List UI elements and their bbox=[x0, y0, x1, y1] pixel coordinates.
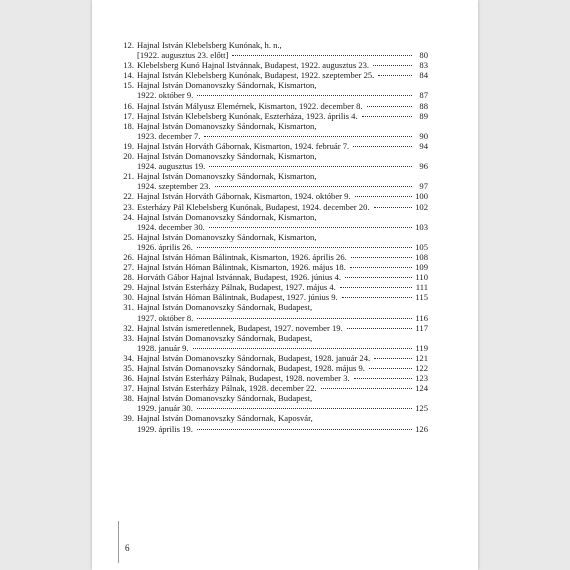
page-number: 6 bbox=[125, 543, 130, 553]
toc-entry-title: 1929. január 30. bbox=[137, 403, 193, 414]
toc-entry-number: 30. bbox=[123, 292, 134, 303]
toc-entry-number: 31. bbox=[123, 302, 134, 313]
toc-entry-title: Hajnal István Mályusz Elemérnek, Kismarton, 1922. december 8. bbox=[137, 100, 363, 111]
toc-entry bbox=[118, 111, 428, 121]
toc-entry-line bbox=[118, 353, 428, 363]
dot-leader bbox=[350, 267, 412, 268]
toc-entry-line bbox=[118, 292, 428, 302]
dot-leader bbox=[321, 388, 412, 389]
toc-entry-line bbox=[118, 272, 428, 282]
toc-entry-title: Hajnal István Domanovszky Sándornak, Budapest, bbox=[137, 393, 313, 404]
toc-entry-line bbox=[118, 222, 428, 232]
dot-leader bbox=[362, 116, 412, 117]
toc-entry bbox=[118, 121, 428, 141]
toc-entry bbox=[118, 282, 428, 292]
toc-entry-title: Hajnal István Hóman Bálintnak, Kismarton, 1926. április 26. bbox=[137, 251, 347, 262]
toc-entry-line bbox=[118, 403, 428, 413]
toc-entry-number: 25. bbox=[123, 231, 134, 242]
dot-leader bbox=[204, 136, 412, 137]
toc-entry-number: 17. bbox=[123, 110, 134, 121]
toc-entry-page: 111 bbox=[415, 282, 428, 293]
toc-entry-number: 14. bbox=[123, 70, 134, 81]
toc-entry-number: 26. bbox=[123, 251, 134, 262]
toc-entry-title: Hajnal István Domanovszky Sándornak, Budapest, 1928. május 9. bbox=[137, 363, 365, 373]
toc-entry bbox=[118, 383, 428, 393]
toc-entry-number: 27. bbox=[123, 262, 134, 273]
toc-entry-title: Klebelsberg Kunó Hajnal Istvánnak, Budapest, 1922. augusztus 23. bbox=[137, 60, 370, 71]
toc-entry-page: 122 bbox=[415, 363, 428, 373]
toc-entry bbox=[118, 302, 428, 322]
dot-leader bbox=[374, 358, 412, 359]
toc-entry-title: 1924. szeptember 23. bbox=[137, 181, 211, 192]
toc-entry-number: 28. bbox=[123, 272, 134, 283]
toc-entry-number: 39. bbox=[123, 413, 134, 424]
toc-entry bbox=[118, 323, 428, 333]
toc-entry-title: Hajnal István Esterházy Pálnak, 1928. december 22. bbox=[137, 383, 317, 394]
toc-entry-page: 84 bbox=[419, 70, 428, 81]
toc-entry-number: 15. bbox=[123, 80, 134, 91]
dot-leader bbox=[373, 65, 412, 66]
toc-entry-page: 115 bbox=[415, 292, 428, 303]
toc-entry-title: Hajnal István Horváth Gábornak, Kismarton, 1924. február 7. bbox=[137, 140, 350, 151]
toc-entry bbox=[118, 262, 428, 272]
toc-entry-line bbox=[118, 252, 428, 262]
toc-entry-line bbox=[118, 131, 428, 141]
toc-entry-title: 1923. december 7. bbox=[137, 130, 201, 141]
toc-entry-number: 22. bbox=[123, 191, 134, 202]
toc-entry-title: Hajnal István Domanovszky Sándornak, Kismarton, bbox=[137, 231, 317, 242]
toc-entry bbox=[118, 141, 428, 151]
toc-entry-page: 123 bbox=[415, 373, 428, 384]
toc-entry-number: 12. bbox=[123, 40, 134, 50]
toc-entry bbox=[118, 40, 428, 60]
toc-entry-number: 35. bbox=[123, 363, 134, 373]
toc-entry-title: 1928. január 9. bbox=[137, 342, 189, 353]
toc-entry-title: 1926. április 26. bbox=[137, 241, 193, 252]
toc-entry-line bbox=[118, 232, 428, 242]
toc-entry-title: Hajnal István Horváth Gábornak, Kismarton, 1924. október 9. bbox=[137, 191, 351, 202]
toc-entry-title: Hajnal István Klebelsberg Kunónak, h. n., bbox=[137, 40, 282, 50]
toc-entry-number: 33. bbox=[123, 332, 134, 343]
toc-entry-page: 103 bbox=[415, 221, 428, 232]
toc-entry-title: Hajnal István Domanovszky Sándornak, Kismarton, bbox=[137, 80, 317, 91]
dot-leader bbox=[215, 186, 412, 187]
toc-entry bbox=[118, 333, 428, 353]
toc-entry-number: 16. bbox=[123, 100, 134, 111]
toc-entry-title: Hajnal István Domanovszky Sándornak, Budapest, bbox=[137, 332, 313, 343]
toc-entry-line bbox=[118, 141, 428, 151]
toc-entry bbox=[118, 202, 428, 212]
page-number-rule bbox=[118, 521, 119, 563]
toc-entry bbox=[118, 373, 428, 383]
toc-entry-title: Hajnal István Domanovszky Sándornak, Budapest, 1928. január 24. bbox=[137, 352, 371, 363]
toc-entry-line bbox=[118, 101, 428, 111]
dot-leader bbox=[354, 378, 412, 379]
toc-entry bbox=[118, 70, 428, 80]
toc-entry-page: 105 bbox=[415, 241, 428, 252]
toc-entry-line bbox=[118, 323, 428, 333]
toc-entry-line bbox=[118, 313, 428, 323]
toc-entry-page: 83 bbox=[419, 60, 428, 71]
dot-leader bbox=[367, 106, 412, 107]
toc-entry bbox=[118, 292, 428, 302]
toc-entry-line bbox=[118, 181, 428, 191]
toc-entry-title: Hajnal István Hóman Bálintnak, Kismarton, 1926. május 18. bbox=[137, 262, 346, 273]
toc-entry-line bbox=[118, 171, 428, 181]
table-of-contents bbox=[118, 40, 428, 434]
toc-entry-line bbox=[118, 373, 428, 383]
dot-leader bbox=[232, 55, 412, 56]
toc-entry-number: 23. bbox=[123, 201, 134, 212]
toc-entry-title: Hajnal István Klebelsberg Kunónak, Budapest, 1922. szeptember 25. bbox=[137, 70, 375, 81]
toc-entry bbox=[118, 413, 428, 433]
toc-entry-number: 38. bbox=[123, 393, 134, 404]
toc-entry bbox=[118, 232, 428, 252]
toc-entry-page: 110 bbox=[415, 272, 428, 283]
toc-entry-page: 88 bbox=[419, 100, 428, 111]
toc-entry-page: 100 bbox=[415, 191, 428, 202]
toc-entry bbox=[118, 353, 428, 363]
dot-leader bbox=[378, 75, 412, 76]
toc-entry bbox=[118, 272, 428, 282]
toc-entry-line bbox=[118, 202, 428, 212]
toc-entry-line bbox=[118, 343, 428, 353]
toc-entry-line bbox=[118, 413, 428, 423]
dot-leader bbox=[197, 247, 412, 248]
dot-leader bbox=[345, 277, 412, 278]
toc-entry-number: 13. bbox=[123, 60, 134, 71]
toc-entry-title: Hajnal István Domanovszky Sándornak, Kaposvár, bbox=[137, 413, 313, 424]
toc-entry-line bbox=[118, 424, 428, 434]
toc-entry-page: 124 bbox=[415, 383, 428, 394]
toc-entry bbox=[118, 191, 428, 201]
toc-entry-line bbox=[118, 242, 428, 252]
dot-leader bbox=[369, 368, 412, 369]
toc-entry-title: Hajnal István Domanovszky Sándornak, Kismarton, bbox=[137, 211, 317, 222]
toc-entry-page: 121 bbox=[415, 352, 428, 363]
toc-entry-title: Hajnal István Esterházy Pálnak, Budapest, 1927. május 4. bbox=[137, 282, 336, 293]
toc-entry-number: 36. bbox=[123, 373, 134, 384]
toc-entry-page: 125 bbox=[415, 403, 428, 414]
toc-entry bbox=[118, 60, 428, 70]
toc-entry-line bbox=[118, 111, 428, 121]
toc-entry-line bbox=[118, 191, 428, 201]
dot-leader bbox=[197, 429, 412, 430]
toc-entry-page: 87 bbox=[419, 90, 428, 101]
toc-entry-number: 20. bbox=[123, 151, 134, 162]
toc-entry-line bbox=[118, 121, 428, 131]
toc-entry-title: Hajnal István Domanovszky Sándornak, Kismarton, bbox=[137, 151, 317, 162]
dot-leader bbox=[197, 408, 412, 409]
toc-entry-line bbox=[118, 383, 428, 393]
toc-entry-title: Hajnal István Domanovszky Sándornak, Kismarton, bbox=[137, 120, 317, 131]
dot-leader bbox=[374, 207, 412, 208]
book-page bbox=[92, 0, 478, 570]
dot-leader bbox=[353, 146, 412, 147]
toc-entry bbox=[118, 101, 428, 111]
dot-leader bbox=[355, 196, 412, 197]
toc-entry-line bbox=[118, 282, 428, 292]
toc-entry-number: 34. bbox=[123, 352, 134, 363]
toc-entry-line bbox=[118, 393, 428, 403]
toc-entry-number: 18. bbox=[123, 120, 134, 131]
toc-entry-page: 119 bbox=[415, 342, 428, 353]
toc-entry-page: 117 bbox=[415, 322, 428, 333]
toc-entry bbox=[118, 393, 428, 413]
toc-entry-line bbox=[118, 333, 428, 343]
toc-entry-page: 116 bbox=[415, 312, 428, 323]
dot-leader bbox=[351, 257, 412, 258]
toc-entry-number: 24. bbox=[123, 211, 134, 222]
toc-entry-title: 1929. április 19. bbox=[137, 423, 193, 434]
toc-entry-line bbox=[118, 70, 428, 80]
toc-entry-page: 80 bbox=[419, 50, 428, 61]
toc-entry-title: [1922. augusztus 23. előtt] bbox=[137, 50, 229, 61]
toc-entry-page: 94 bbox=[419, 140, 428, 151]
toc-entry bbox=[118, 80, 428, 100]
dot-leader bbox=[347, 328, 412, 329]
toc-entry-line bbox=[118, 262, 428, 272]
toc-entry-number: 21. bbox=[123, 171, 134, 182]
toc-entry-line bbox=[118, 161, 428, 171]
toc-entry-title: Hajnal István Domanovszky Sándornak, Kismarton, bbox=[137, 171, 317, 182]
toc-entry-page: 90 bbox=[419, 130, 428, 141]
toc-entry bbox=[118, 212, 428, 232]
dot-leader bbox=[193, 348, 412, 349]
toc-entry-title: Hajnal István Domanovszky Sándornak, Budapest, bbox=[137, 302, 313, 313]
toc-entry-page: 97 bbox=[419, 181, 428, 192]
toc-entry-title: 1924. augusztus 19. bbox=[137, 161, 206, 172]
toc-entry-title: Hajnal István ismeretlennek, Budapest, 1927. november 19. bbox=[137, 322, 343, 333]
toc-entry-line bbox=[118, 60, 428, 70]
toc-entry-line bbox=[118, 50, 428, 60]
toc-entry bbox=[118, 252, 428, 262]
toc-entry-title: Horváth Gábor Hajnal Istvánnak, Budapest, 1926. június 4. bbox=[137, 272, 342, 283]
toc-entry-title: Hajnal István Klebelsberg Kunónak, Eszterháza, 1923. április 4. bbox=[137, 110, 358, 121]
toc-entry-line bbox=[118, 90, 428, 100]
toc-entry-number: 29. bbox=[123, 282, 134, 293]
dot-leader bbox=[209, 227, 412, 228]
toc-entry bbox=[118, 171, 428, 191]
toc-entry-page: 89 bbox=[419, 110, 428, 121]
toc-entry-title: 1922. október 9. bbox=[137, 90, 194, 101]
toc-entry-page: 102 bbox=[415, 201, 428, 212]
dot-leader bbox=[342, 297, 412, 298]
toc-entry-line bbox=[118, 80, 428, 90]
toc-entry-title: 1924. december 30. bbox=[137, 221, 205, 232]
toc-entry-title: Esterházy Pál Klebelsberg Kunónak, Budapest, 1924. december 20. bbox=[137, 201, 370, 212]
toc-entry-line bbox=[118, 151, 428, 161]
toc-entry-line bbox=[118, 302, 428, 312]
toc-entry-line bbox=[118, 212, 428, 222]
toc-entry-page: 108 bbox=[415, 251, 428, 262]
toc-entry bbox=[118, 151, 428, 171]
toc-entry-number: 37. bbox=[123, 383, 134, 394]
toc-entry-page: 96 bbox=[419, 161, 428, 172]
toc-entry-title: 1927. október 8. bbox=[137, 312, 194, 323]
toc-entry-page: 109 bbox=[415, 262, 428, 273]
toc-entry-line bbox=[118, 363, 428, 373]
dot-leader bbox=[209, 166, 412, 167]
dot-leader bbox=[340, 287, 412, 288]
toc-entry-number: 19. bbox=[123, 140, 134, 151]
toc-entry-page: 126 bbox=[415, 423, 428, 434]
toc-entry bbox=[118, 363, 428, 373]
dot-leader bbox=[197, 95, 412, 96]
dot-leader bbox=[197, 318, 412, 319]
toc-entry-title: Hajnal István Hóman Bálintnak, Budapest, 1927. június 9. bbox=[137, 292, 338, 303]
toc-entry-number: 32. bbox=[123, 322, 134, 333]
toc-entry-title: Hajnal István Esterházy Pálnak, Budapest, 1928. november 3. bbox=[137, 373, 350, 384]
toc-entry-line bbox=[118, 40, 428, 50]
